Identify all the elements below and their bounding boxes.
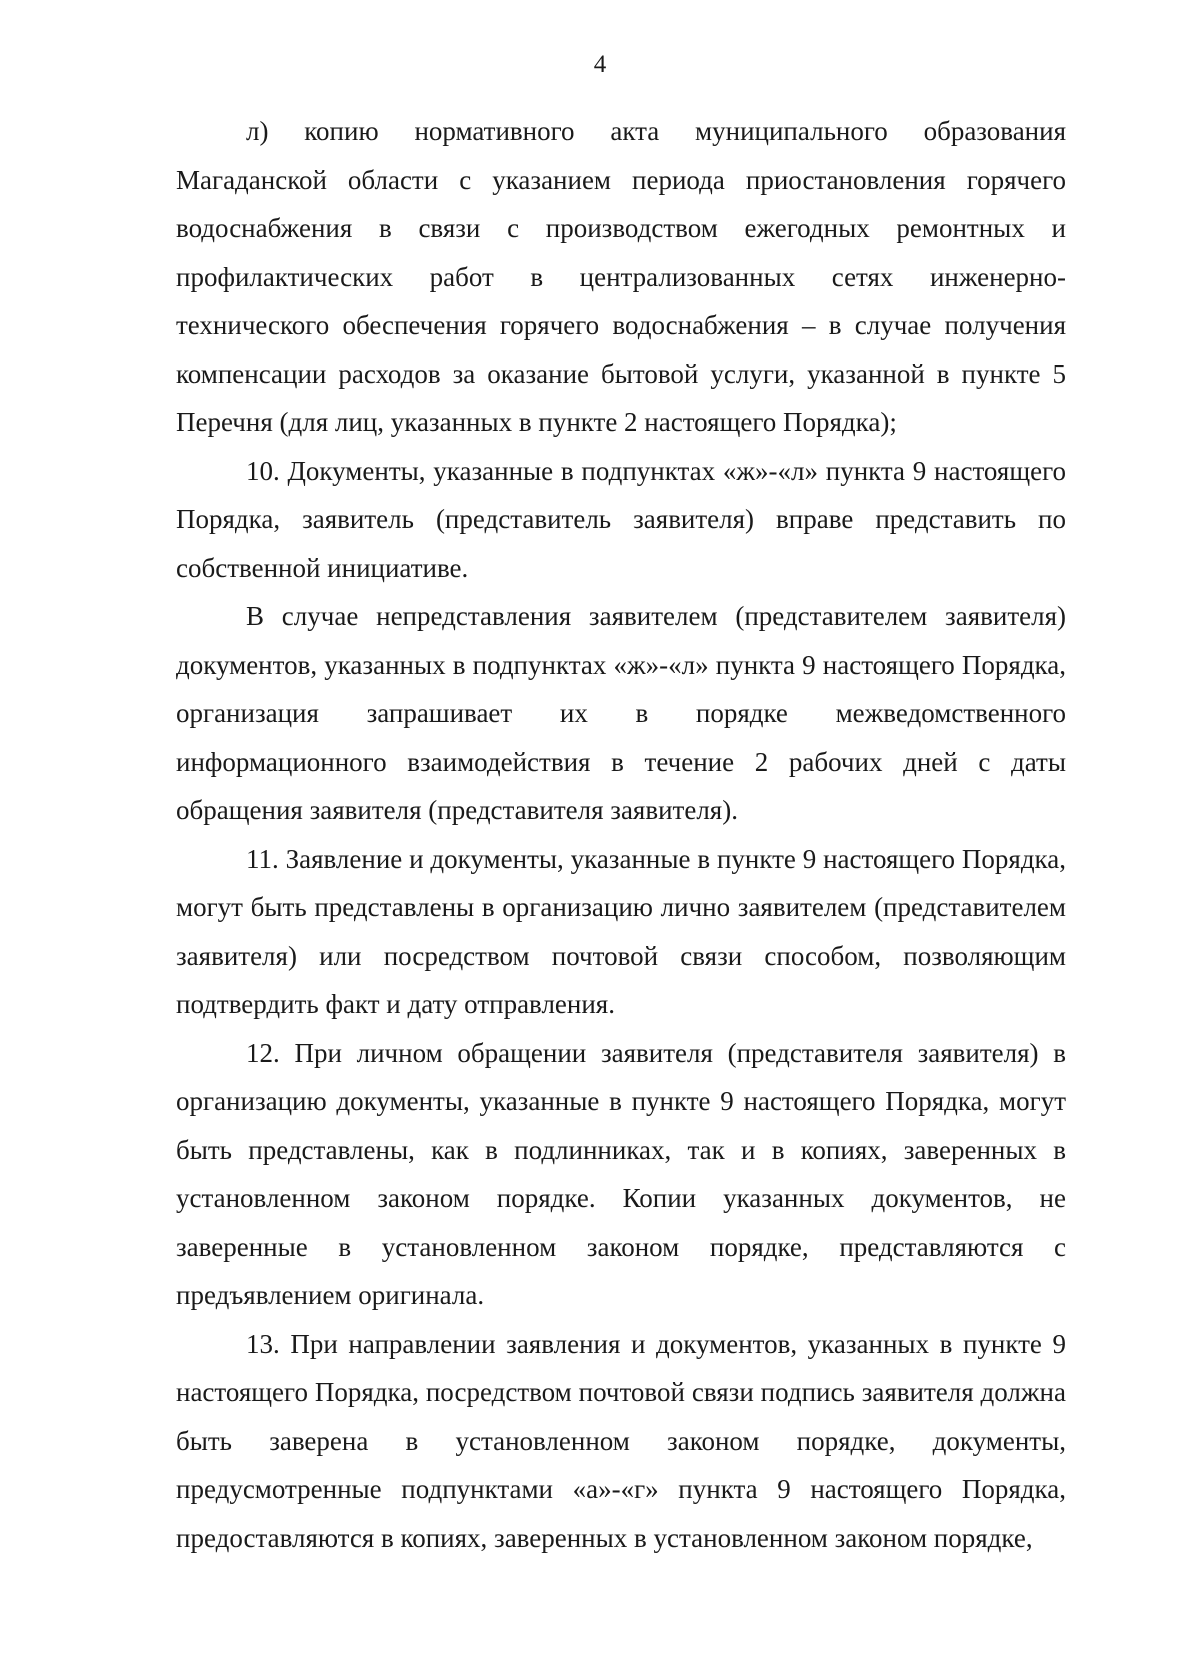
paragraph-item-10: 10. Документы, указанные в подпунктах «ж»-«л» пункта 9 настоящего Порядка, заявитель (представитель заявителя) вправе представить по собственной инициативе. [176,455,1066,583]
paragraph-subitem-l: л) копию нормативного акта муниципального образования Магаданской области с указанием периода приостановления горячего водоснабжения в связи с производством ежегодных ремонтных и профилактических работ в централизованных сетях инженерно-технического обеспечения горячего водоснабжения – в случае получения компенсации расходов за оказание бытовой услуги, указанной в пункте 5 Перечня (для лиц, указанных в пункте 2 настоящего Порядка); [176,116,1066,437]
page-number: 4 [593,51,607,78]
document-body [176,107,1066,1562]
paragraph-item-11: 11. Заявление и документы, указанные в пункте 9 настоящего Порядка, могут быть представлены в организацию лично заявителем (представителем заявителя) или посредством почтовой связи способом, позволяющим подтвердить факт и дату отправления. [176,843,1066,1019]
paragraph-item-12: 12. При личном обращении заявителя (представителя заявителя) в организацию документы, указанные в пункте 9 настоящего Порядка, могут быть представлены, как в подлинниках, так и в копиях, заверенных в установленном законом порядке. Копии указанных документов, не заверенные в установленном законом порядке, представляются с предъявлением оригинала. [176,1037,1066,1310]
paragraph-item-10-continued: В случае непредставления заявителем (представителем заявителя) документов, указанных в подпунктах «ж»-«л» пункта 9 настоящего Порядка, организация запрашивает их в порядке межведомственного информационного взаимодействия в течение 2 рабочих дней с даты обращения заявителя (представителя заявителя). [176,601,1066,825]
paragraph-item-13: 13. При направлении заявления и документов, указанных в пункте 9 настоящего Порядка, посредством почтовой связи подпись заявителя должна быть заверена в установленном законом порядке, документы, предусмотренные подпунктами «а»-«г» пункта 9 настоящего Порядка, предоставляются в копиях, заверенных в установленном законом порядке, [176,1328,1066,1553]
